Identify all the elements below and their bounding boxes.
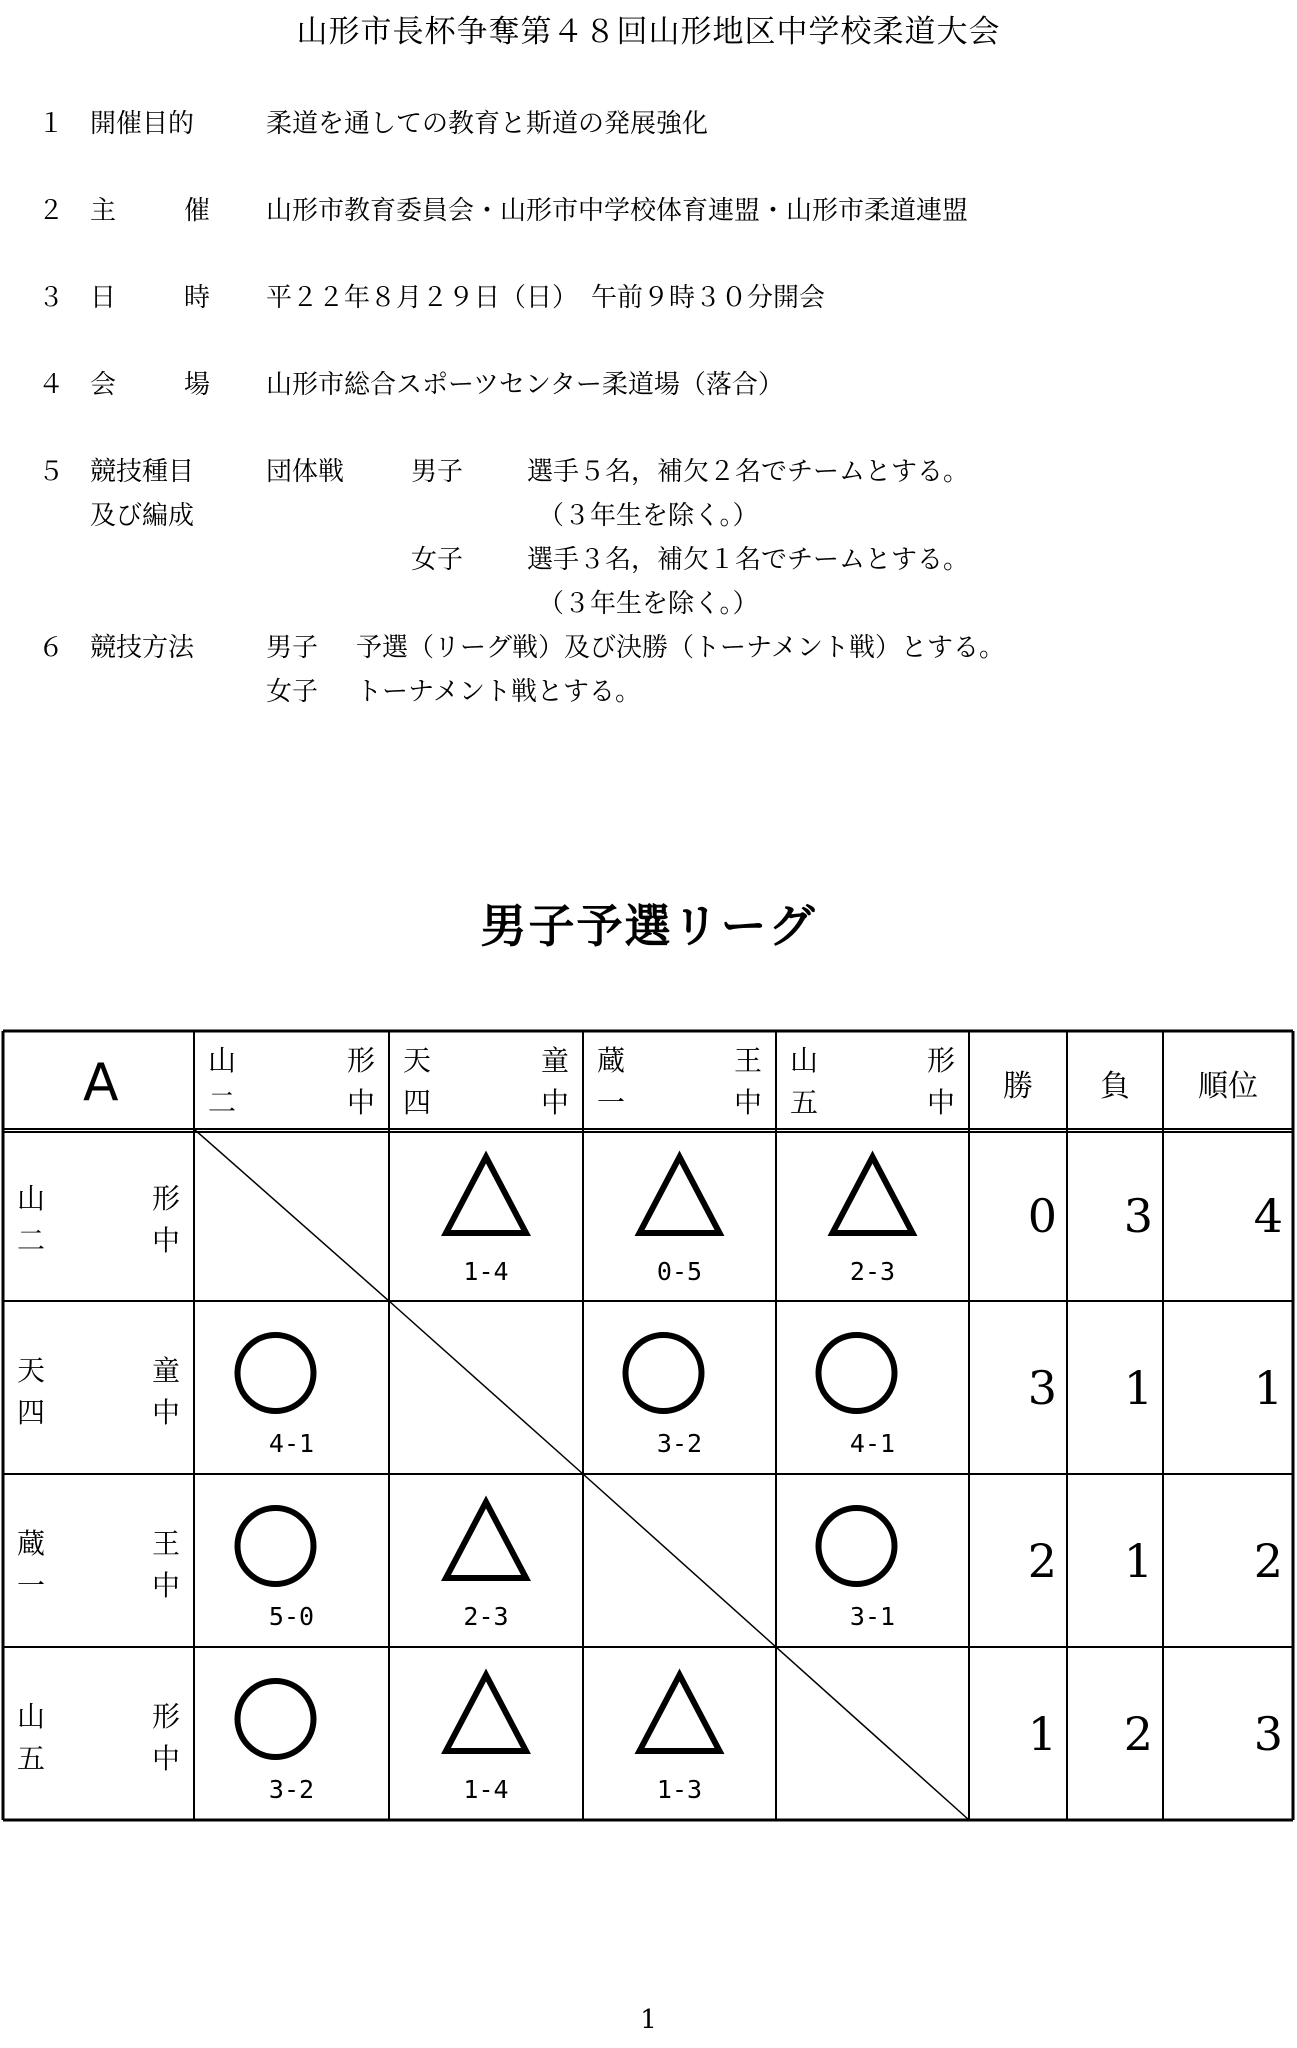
team-char: 五 [17,1742,46,1775]
match-score: 4-1 [849,1429,896,1458]
rank-value: 4 [1253,1189,1283,1243]
team-char: 山 [17,1700,46,1733]
loss-triangle-mark [640,1157,720,1233]
row-team-name [17,1349,180,1389]
win-count: 3 [1027,1361,1057,1415]
row-team-name [17,1391,180,1431]
match-score: 0-5 [656,1257,703,1286]
item-value: 山形市教育委員会・山形市中学校体育連盟・山形市柔道連盟 [266,196,969,226]
item-label: 競技種目 [90,457,195,487]
team-char: 中 [540,1086,569,1119]
match-score: 3-2 [656,1429,703,1458]
match-score: 5-0 [268,1602,315,1631]
loss-triangle-mark [446,1675,526,1751]
match-score: 2-3 [849,1257,896,1286]
item-label: 競技方法 [90,633,195,663]
win-count: 1 [1027,1707,1057,1761]
item-value: 柔道を通しての教育と斯道の発展強化 [266,109,709,139]
win-circle-mark [819,1508,895,1584]
team-char: 一 [597,1086,626,1119]
team-char: 山 [790,1044,819,1077]
team-char: 四 [403,1086,432,1119]
method-girls-label: 女子 [266,677,319,707]
girls-rule: 選手３名，補欠１名でチームとする。 [527,545,970,575]
item-number: １ [38,109,65,139]
item-value: 平２２年８月２９日（日） 午前９時３０分開会 [266,283,826,313]
team-char: 二 [17,1224,46,1257]
match-score: 3-2 [268,1775,315,1804]
match-score: 1-3 [656,1775,703,1804]
team-char: 中 [151,1742,180,1775]
loss-triangle-mark [833,1157,913,1233]
item-number: ４ [38,370,65,400]
rank-value: 3 [1253,1707,1283,1761]
win-circle-mark [238,1335,314,1411]
grid-line [776,1647,969,1820]
column-team-name [790,1081,955,1121]
team-char: 童 [151,1354,180,1387]
win-circle-mark [626,1335,702,1411]
team-char: 蔵 [597,1044,626,1077]
row-team-name [17,1177,180,1217]
item-label: 日 時 [90,283,210,313]
team-event: 団体戦 [266,457,345,487]
team-char: 中 [151,1396,180,1429]
team-char: 天 [403,1044,432,1077]
team-char: 形 [151,1700,180,1733]
item-label: 会 場 [90,370,210,400]
team-char: 形 [151,1182,180,1215]
win-circle-mark [238,1681,314,1757]
team-char: 形 [926,1044,955,1077]
team-char: 中 [151,1569,180,1602]
column-team-name [790,1039,955,1079]
row-team-name [17,1737,180,1777]
win-count: 0 [1027,1189,1057,1243]
loss-triangle-mark [446,1502,526,1578]
column-team-name [597,1081,762,1121]
team-char: 四 [17,1396,46,1429]
method-boys-rule: 予選（リーグ戦）及び決勝（トーナメント戦）とする。 [356,633,1005,663]
column-team-name [208,1039,375,1079]
rank-value: 1 [1253,1361,1283,1415]
row-team-name [17,1695,180,1735]
team-char: 王 [733,1044,762,1077]
team-char: 王 [151,1527,180,1560]
team-char: 童 [540,1044,569,1077]
loss-triangle-mark [640,1675,720,1751]
team-char: 蔵 [17,1527,46,1560]
item-value: 山形市総合スポーツセンター柔道場（落合） [266,370,784,400]
item-label-2: 及び編成 [90,501,195,531]
team-char: 天 [17,1354,46,1387]
team-char: 山 [17,1182,46,1215]
win-circle-mark [819,1335,895,1411]
loss-triangle-mark [446,1157,526,1233]
girls-note: （３年生を除く。） [538,589,759,619]
row-team-name [17,1219,180,1259]
match-score: 3-1 [849,1602,896,1631]
team-char: 中 [733,1086,762,1119]
match-score: 2-3 [463,1602,509,1631]
boys-rule: 選手５名，補欠２名でチームとする。 [527,457,970,487]
team-char: 形 [346,1044,375,1077]
girls-label: 女子 [411,545,464,575]
item-number: ６ [38,633,65,663]
page-number: 1 [640,2005,657,2035]
column-team-name [208,1081,375,1121]
method-boys-label: 男子 [266,633,319,663]
rank-value: 2 [1253,1534,1283,1588]
row-team-name [17,1522,180,1562]
team-char: 中 [926,1086,955,1119]
team-char: 五 [790,1086,819,1119]
column-team-name [403,1039,569,1079]
match-score: 1-4 [463,1775,509,1804]
team-char: 二 [208,1086,237,1119]
team-char: 中 [346,1086,375,1119]
loss-count: 1 [1123,1361,1153,1415]
column-team-name [597,1039,762,1079]
method-girls-rule: トーナメント戦とする。 [356,677,641,707]
team-char: 山 [208,1044,237,1077]
win-count: 2 [1027,1534,1057,1588]
league-title: 男子予選リーグ [480,899,817,953]
match-score: 4-1 [268,1429,315,1458]
win-circle-mark [238,1508,314,1584]
document-title: 山形市長杯争奪第４８回山形地区中学校柔道大会 [296,14,1001,50]
item-number: ５ [38,457,65,487]
grid-line [583,1474,776,1647]
stat-header: 負 [1100,1069,1130,1104]
item-number: ２ [38,196,65,226]
row-team-name [17,1564,180,1604]
team-char: 中 [151,1224,180,1257]
item-label: 主 催 [90,196,210,226]
column-team-name [403,1081,569,1121]
group-label: A [83,1053,119,1113]
boys-note: （３年生を除く。） [538,501,759,531]
grid-line [389,1301,583,1474]
item-label: 開催目的 [90,109,195,139]
stat-header: 勝 [1003,1069,1033,1104]
team-char: 一 [17,1569,46,1602]
match-score: 1-4 [463,1257,509,1286]
loss-count: 1 [1123,1534,1153,1588]
loss-count: 3 [1123,1189,1153,1243]
boys-label: 男子 [411,457,464,487]
item-number: ３ [38,283,65,313]
loss-count: 2 [1123,1707,1153,1761]
stat-header: 順位 [1198,1069,1258,1104]
grid-line [194,1129,389,1301]
